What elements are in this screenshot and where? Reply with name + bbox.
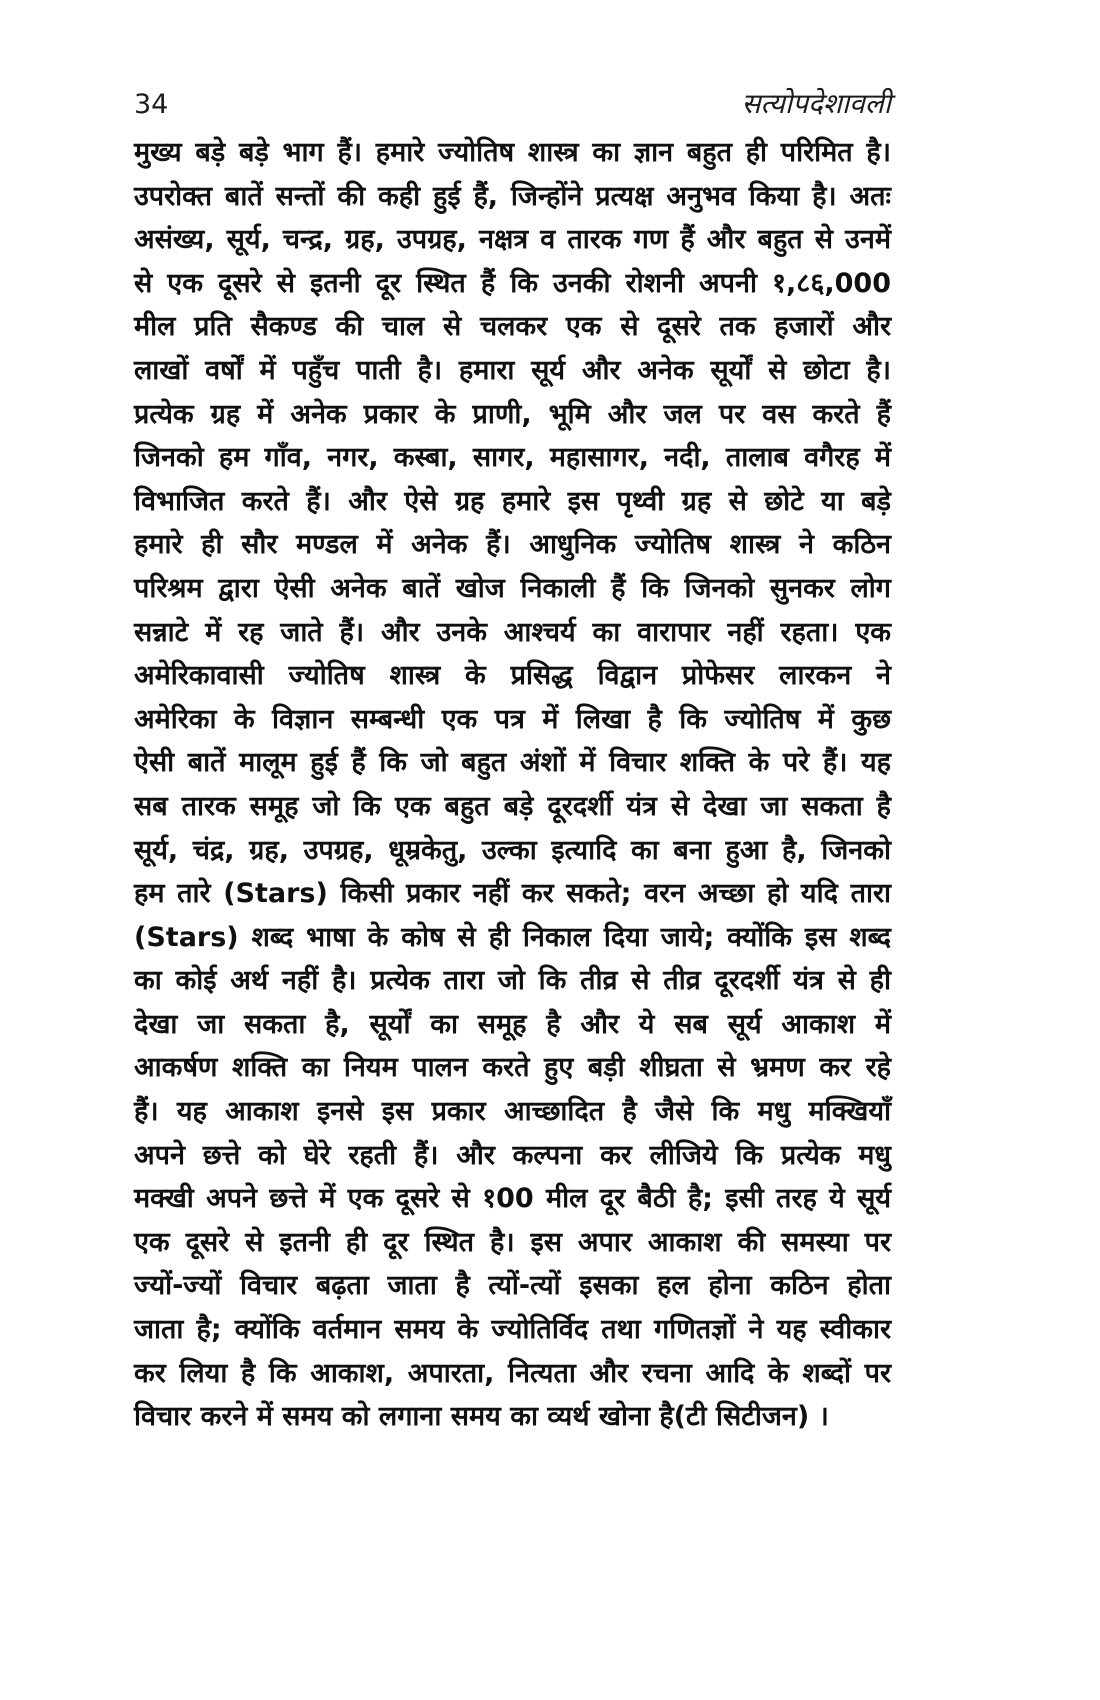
page-number: 34 — [134, 89, 169, 120]
text-line: कर लिया है कि आकाश, अपारता, नित्यता और रचना आदि के शब्दों पर — [134, 1357, 891, 1389]
text-line: प्रत्येक ग्रह में अनेक प्रकार के प्राणी, भूमि और जल पर वस करते हैं — [134, 398, 891, 430]
body-paragraph — [134, 131, 891, 1439]
text-line: मील प्रति सैकण्ड की चाल से चलकर एक से दूसरे तक हजारों और — [134, 311, 891, 343]
text-line: जाता है; क्योंकि वर्तमान समय के ज्योतिर्विद तथा गणितज्ञों ने यह स्वीकार — [134, 1314, 891, 1346]
text-line: से एक दूसरे से इतनी दूर स्थित हैं कि उनकी रोशनी अपनी १,८६,000 — [134, 267, 891, 299]
text-line: सब तारक समूह जो कि एक बहुत बड़े दूरदर्शी यंत्र से देखा जा सकता है — [134, 790, 891, 822]
text-line: लाखों वर्षों में पहुँच पाती है। हमारा सूर्य और अनेक सूर्यों से छोटा है। — [134, 354, 891, 386]
text-line: मुख्य बड़े बड़े भाग हैं। हमारे ज्योतिष शास्त्र का ज्ञान बहुत ही परिमित है। — [134, 137, 891, 168]
text-line: अमेरिका के विज्ञान सम्बन्धी एक पत्र में लिखा है कि ज्योतिष में कुछ — [134, 703, 891, 735]
text-line: एक दूसरे से इतनी ही दूर स्थित है। इस अपार आकाश की समस्या पर — [134, 1226, 891, 1258]
text-line: हमारे ही सौर मण्डल में अनेक हैं। आधुनिक ज्योतिष शास्त्र ने कठिन — [134, 529, 891, 561]
text-line: विचार करने में समय को लगाना समय का व्यर्थ खोना है(टी सिटीजन) । — [134, 1401, 829, 1433]
text-line: जिनको हम गाँव, नगर, कस्बा, सागर, महासागर, नदी, तालाब वगैरह में — [134, 442, 891, 474]
running-header — [134, 84, 891, 122]
header-title: सत्योपदेशावली — [741, 87, 891, 120]
text-line: देखा जा सकता है, सूर्यों का समूह है और ये सब सूर्य आकाश में — [134, 1008, 891, 1040]
text-line: मक्खी अपने छत्ते में एक दूसरे से १00 मील दूर बैठी है; इसी तरह ये सूर्य — [134, 1183, 891, 1215]
text-line: परिश्रम द्वारा ऐसी अनेक बातें खोज निकाली हैं कि जिनको सुनकर लोग — [134, 572, 891, 604]
text-line: (Stars) शब्द भाषा के कोष से ही निकाल दिया जाये; क्योंकि इस शब्द — [134, 921, 891, 953]
text-line: सन्नाटे में रह जाते हैं। और उनके आश्चर्य का वारापार नहीं रहता। एक — [134, 616, 891, 648]
text-line: उपरोक्त बातें सन्तों की कही हुई हैं, जिन्होंने प्रत्यक्ष अनुभव किया है। अतः — [134, 180, 891, 212]
text-line: हम तारे (Stars) किसी प्रकार नहीं कर सकते; वरन अच्छा हो यदि तारा — [134, 878, 891, 910]
text-line: आकर्षण शक्ति का नियम पालन करते हुए बड़ी शीघ्रता से भ्रमण कर रहे — [134, 1052, 891, 1084]
text-line: अमेरिकावासी ज्योतिष शास्त्र के प्रसिद्ध विद्वान प्रोफेसर लारकन ने — [134, 660, 891, 692]
text-line: सूर्य, चंद्र, ग्रह, उपग्रह, धूम्रकेतु, उल्का इत्यादि का बना हुआ है, जिनको — [134, 834, 891, 866]
text-line: ज्यों-ज्यों विचार बढ़ता जाता है त्यों-त्यों इसका हल होना कठिन होता — [134, 1270, 891, 1302]
text-line: विभाजित करते हैं। और ऐसे ग्रह हमारे इस पृथ्वी ग्रह से छोटे या बड़े — [134, 485, 891, 517]
text-line: अपने छत्ते को घेरे रहती हैं। और कल्पना कर लीजिये कि प्रत्येक मधु — [134, 1139, 891, 1171]
text-line: हैं। यह आकाश इनसे इस प्रकार आच्छादित है जैसे कि मधु मक्खियाँ — [134, 1096, 891, 1128]
text-line: ऐसी बातें मालूम हुई हैं कि जो बहुत अंशों में विचार शक्ति के परे हैं। यह — [134, 747, 891, 779]
text-line: असंख्य, सूर्य, चन्द्र, ग्रह, उपग्रह, नक्षत्र व तारक गण हैं और बहुत से उनमें — [134, 224, 891, 256]
text-line: का कोई अर्थ नहीं है। प्रत्येक तारा जो कि तीव्र से तीव्र दूरदर्शी यंत्र से ही — [134, 965, 891, 997]
